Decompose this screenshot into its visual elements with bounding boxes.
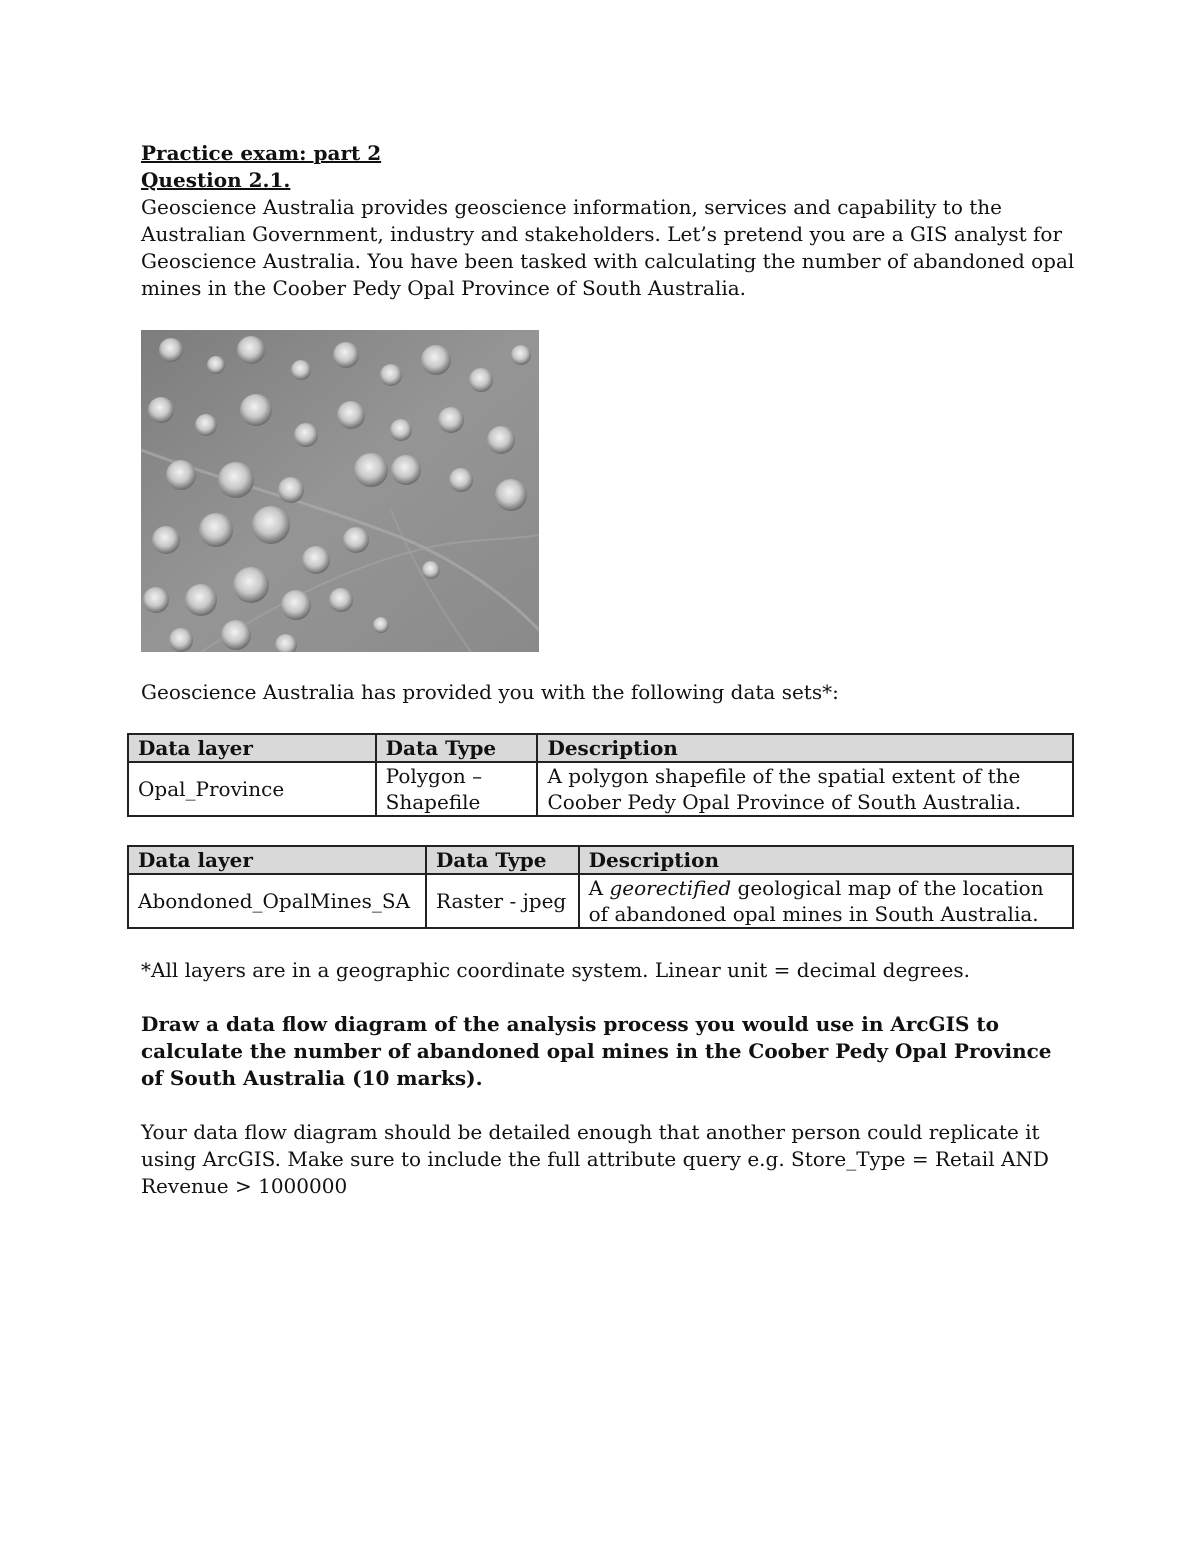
header-data-type: Data Type: [376, 734, 538, 762]
description-emphasis: georectified: [609, 876, 732, 900]
cell-data-type: Raster - jpeg: [426, 874, 579, 928]
question-label: Question 2.1.: [141, 168, 291, 192]
table-row: [128, 874, 1073, 928]
description-prefix: A: [588, 876, 604, 900]
instructions-paragraph: Your data flow diagram should be detailed enough that another person could replicate it using ArcGIS. Make sure to include the full attribute query e.g. Store_Type = Retail AND Revenue > 1000000: [141, 1120, 1049, 1198]
intro-paragraph: Geoscience Australia provides geoscience information, services and capability to the Australian Government, industry and stakeholders. Let’s pretend you are a GIS analyst for Geoscience Australia. You have been tasked with calculating the number of abandoned opal mines in the Coober Pedy Opal Province of South Australia.: [141, 195, 1075, 300]
header-data-type: Data Type: [426, 846, 579, 874]
cell-data-layer: Opal_Province: [128, 762, 376, 816]
cell-data-layer: Abondoned_OpalMines_SA: [128, 874, 426, 928]
datasets-table-opal-province: [127, 733, 1074, 817]
cell-description: [579, 874, 1073, 928]
document-title: Practice exam: part 2: [141, 141, 382, 165]
datasets-intro: Geoscience Australia has provided you with the following data sets*:: [141, 680, 839, 704]
footnote: *All layers are in a geographic coordinate system. Linear unit = decimal degrees.: [141, 958, 970, 982]
cell-description: A polygon shapefile of the spatial extent of the Coober Pedy Opal Province of South Australia.: [537, 762, 1073, 816]
table-header-row: [128, 846, 1073, 874]
header-description: Description: [579, 846, 1073, 874]
header-description: Description: [537, 734, 1073, 762]
task-prompt: Draw a data flow diagram of the analysis process you would use in ArcGIS to calculate the number of abandoned opal mines in the Coober Pedy Opal Province of South Australia (10 marks).: [141, 1012, 1052, 1090]
cell-data-type: Polygon – Shapefile: [376, 762, 538, 816]
header-data-layer: Data layer: [128, 734, 376, 762]
aerial-photo-graphic: [141, 330, 539, 652]
header-data-layer: Data layer: [128, 846, 426, 874]
document-header: [141, 140, 1081, 302]
datasets-table-abandoned-mines: [127, 845, 1074, 929]
table-header-row: [128, 734, 1073, 762]
description-rest: geological map of the location of abandoned opal mines in South Australia.: [588, 876, 1044, 926]
table-row: [128, 762, 1073, 816]
aerial-photo-opal-mines: [141, 330, 539, 652]
